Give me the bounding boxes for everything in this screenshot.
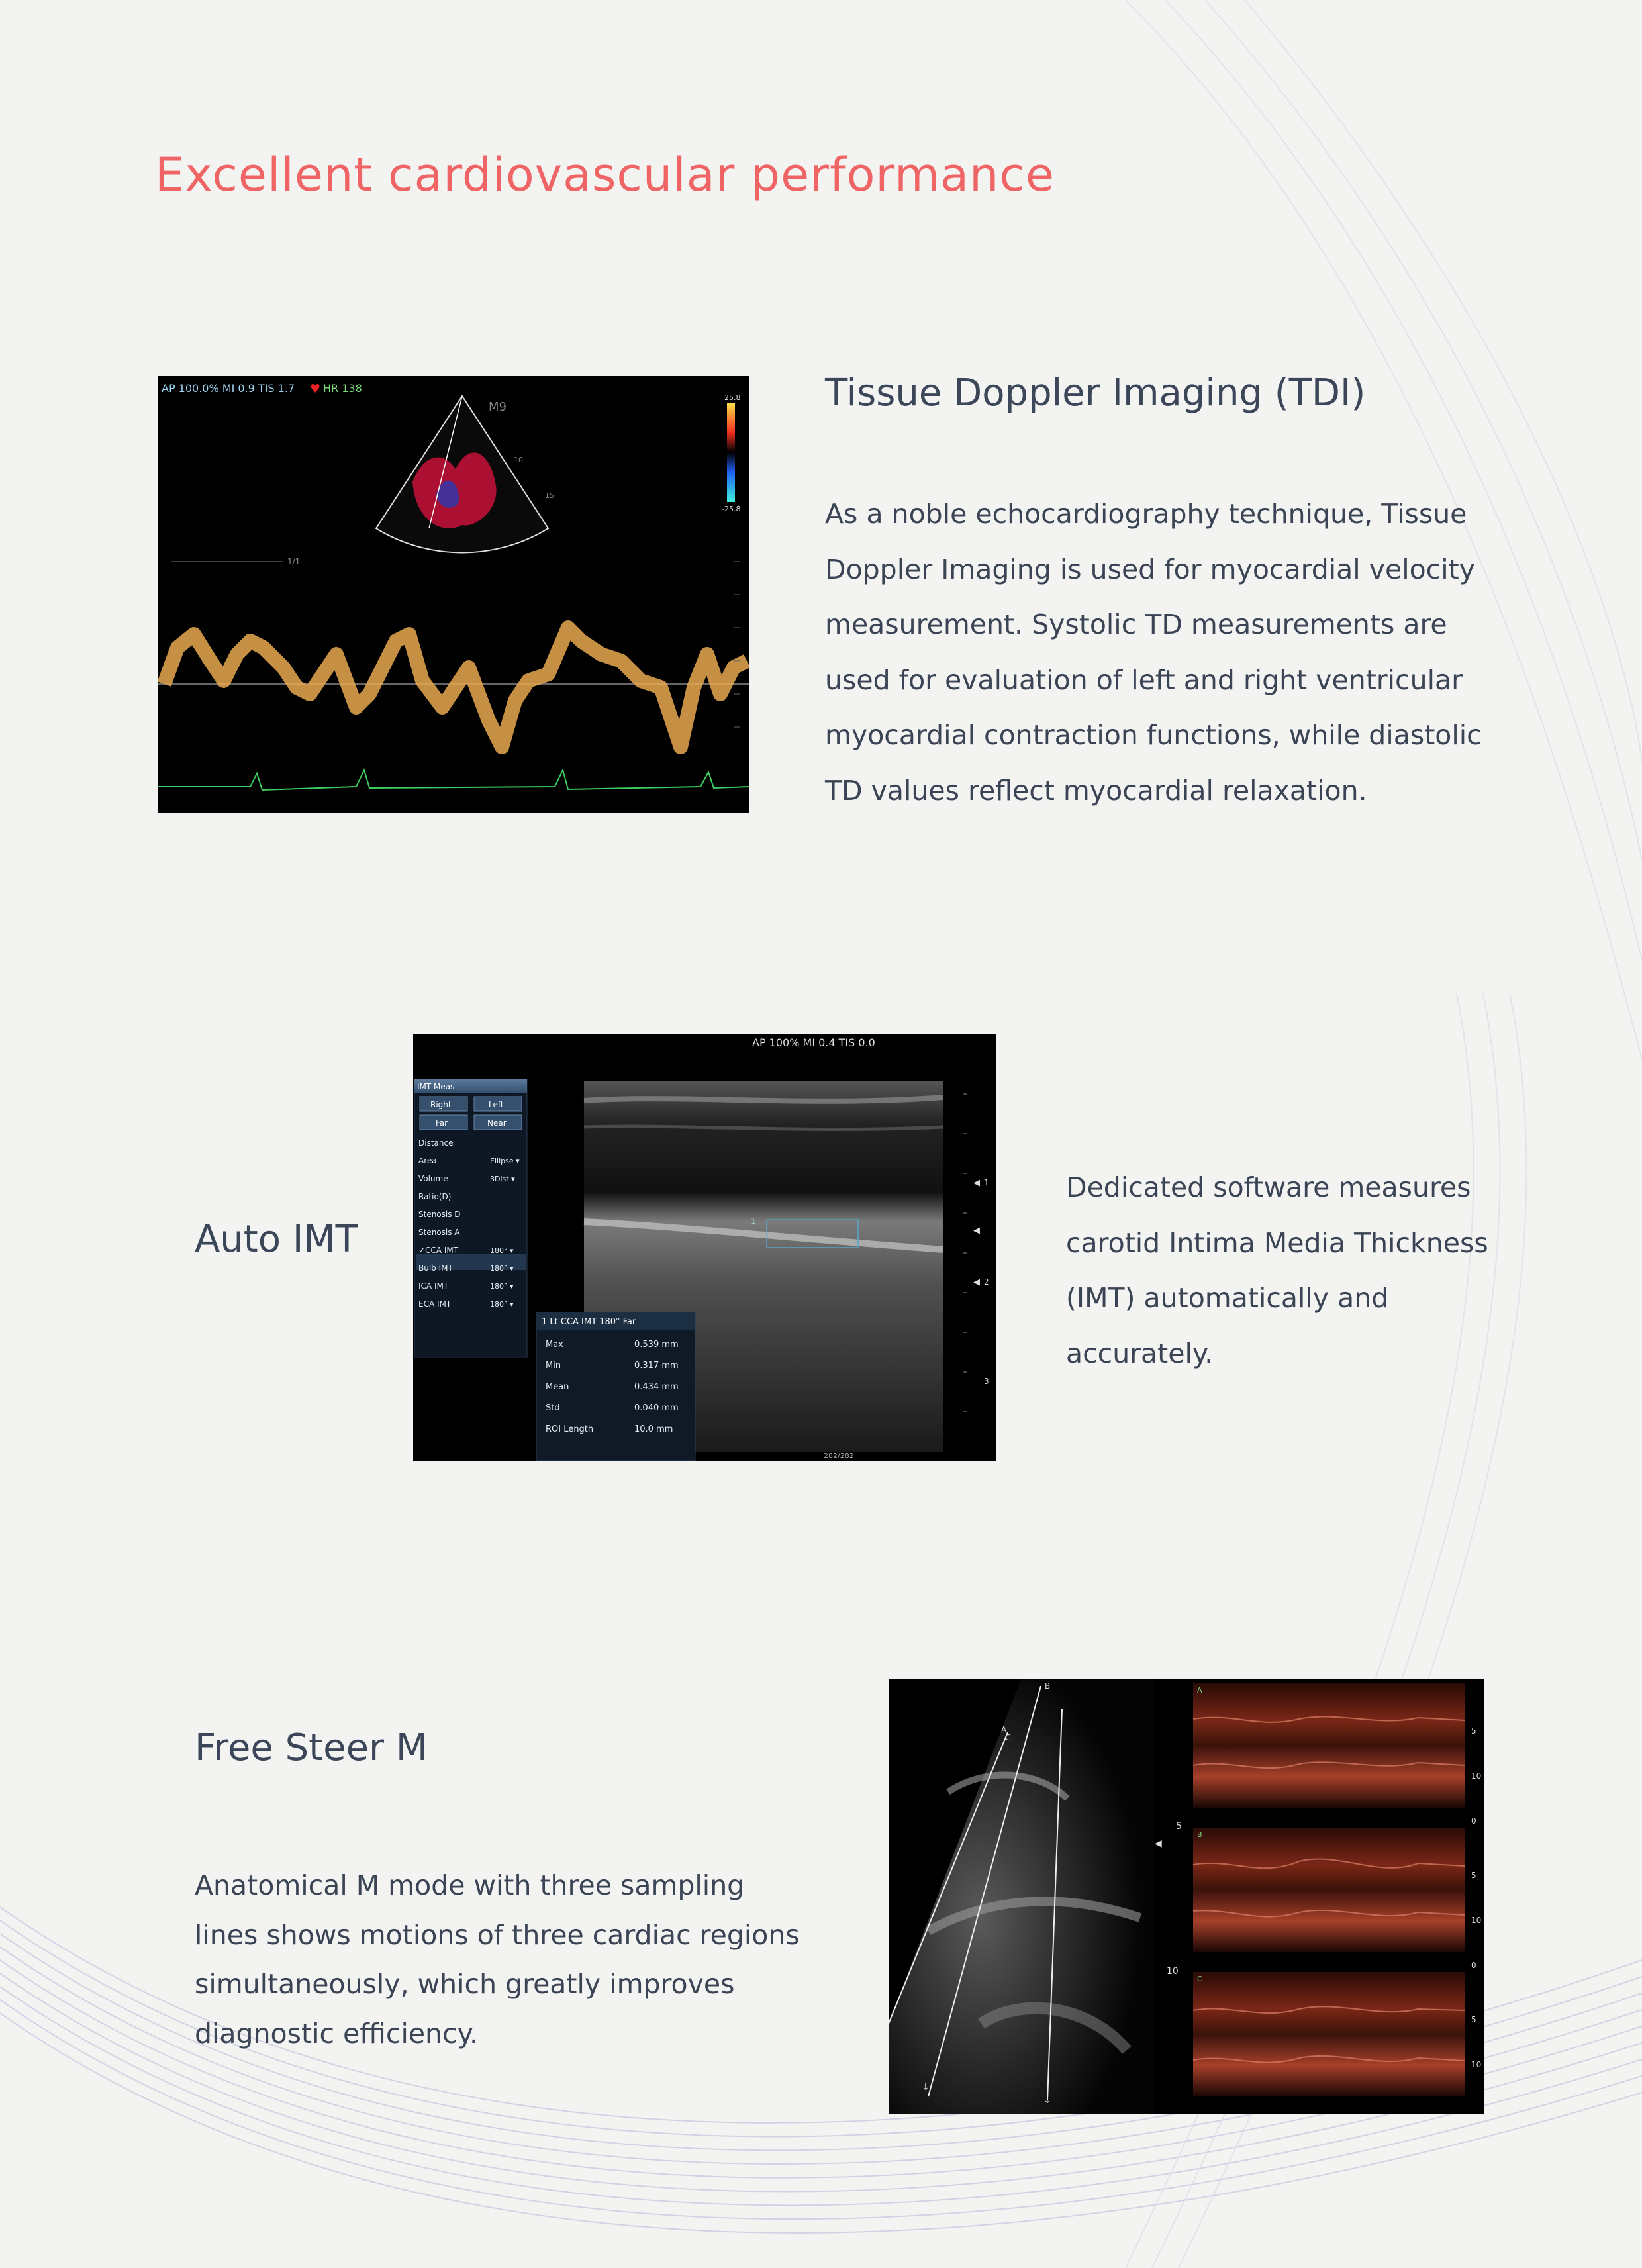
freesteer-mtrace-1 <box>1193 1683 1465 1808</box>
svg-text:A: A <box>1197 1686 1202 1695</box>
svg-text:↓: ↓ <box>1043 2095 1051 2106</box>
freesteer-tick-label: 10 <box>1471 1771 1482 1781</box>
svg-text:15: 15 <box>545 491 554 500</box>
svg-text:◀: ◀ <box>1155 1838 1162 1849</box>
svg-text:1/1: 1/1 <box>287 557 301 566</box>
heart-icon: ♥ <box>310 382 321 396</box>
imt-result-value: 0.539 mm <box>634 1340 679 1350</box>
freesteer-tick-label: 5 <box>1471 2015 1476 2024</box>
svg-text:↓: ↓ <box>922 2082 930 2093</box>
imt-result-label: Max <box>546 1340 563 1350</box>
imt-menu-item: ICA IMT <box>418 1281 449 1291</box>
svg-text:Left: Left <box>489 1100 504 1109</box>
imt-frame: 282/282 <box>824 1452 854 1460</box>
svg-text:B: B <box>1197 1830 1202 1839</box>
svg-text:Right: Right <box>430 1100 452 1109</box>
freesteer-screenshot <box>889 1679 1484 2114</box>
svg-text:5: 5 <box>1176 1821 1182 1832</box>
page-title: Excellent cardiovascular performance <box>155 148 1055 202</box>
imt-menu-item: Bulb IMT <box>418 1263 453 1273</box>
svg-text:1: 1 <box>751 1216 756 1226</box>
svg-text:◀: ◀ <box>973 1226 980 1236</box>
imt-menu-item-value: 3Dist ▾ <box>490 1175 515 1183</box>
imt-menu-item: Volume <box>418 1174 448 1183</box>
svg-text:Far: Far <box>436 1118 448 1128</box>
imt-menu-item: Distance <box>418 1138 454 1148</box>
imt-menu-item-value: 180° ▾ <box>490 1282 514 1291</box>
freesteer-tick-label: 10 <box>1471 1916 1482 1925</box>
tdi-screenshot <box>158 376 749 813</box>
imt-result-value: 10.0 mm <box>634 1424 673 1434</box>
imt-result-label: Std <box>546 1403 560 1413</box>
svg-text:C: C <box>1005 1733 1011 1742</box>
tdi-params: AP 100.0% MI 0.9 TIS 1.7 <box>162 382 295 395</box>
freesteer-tick-label: 5 <box>1471 1871 1476 1880</box>
imt-result-label: Mean <box>546 1382 569 1392</box>
tdi-hr: HR 138 <box>323 382 362 395</box>
imt-body: Dedicated software measures carotid Intima Media Thickness (IMT) automatically and accurately. <box>1066 1171 1488 1369</box>
imt-menu-item-value: Ellipse ▾ <box>490 1157 520 1165</box>
tdi-title: Tissue Doppler Imaging (TDI) <box>825 371 1366 415</box>
svg-text:Near: Near <box>487 1118 507 1128</box>
svg-text:-25.8: -25.8 <box>722 505 741 513</box>
svg-text:25.8: 25.8 <box>724 393 741 402</box>
svg-text:10: 10 <box>514 456 523 464</box>
imt-menu-item-value: 180° ▾ <box>490 1300 514 1308</box>
freesteer-tick-label: 0 <box>1471 1816 1476 1826</box>
svg-text:◀: ◀ <box>973 1277 980 1287</box>
freesteer-tick-label: 0 <box>1471 1961 1476 1970</box>
imt-result-label: ROI Length <box>546 1424 594 1434</box>
imt-params: AP 100% MI 0.4 TIS 0.0 <box>752 1036 875 1049</box>
freesteer-title: Free Steer M <box>195 1726 428 1769</box>
imt-result-value: 0.434 mm <box>634 1382 679 1392</box>
imt-menu-item: ECA IMT <box>418 1299 452 1308</box>
imt-menu-item: Stenosis A <box>418 1228 460 1237</box>
svg-text:3: 3 <box>984 1377 989 1386</box>
freesteer-mtrace-3 <box>1193 1972 1465 2096</box>
freesteer-tick-label: 10 <box>1471 2060 1482 2069</box>
imt-menu-item: Ratio(D) <box>418 1192 452 1201</box>
freesteer-tick-label: 5 <box>1471 1726 1476 1736</box>
imt-menu-item-value: 180° ▾ <box>490 1264 514 1273</box>
imt-menu-item: Stenosis D <box>418 1210 461 1219</box>
imt-menu-item: Area <box>418 1156 437 1165</box>
imt-result-value: 0.317 mm <box>634 1361 679 1371</box>
tdi-probe: M9 <box>489 400 507 414</box>
imt-menu-item: ✓CCA IMT <box>418 1246 459 1255</box>
imt-result-label: Min <box>546 1361 561 1371</box>
svg-text:10: 10 <box>1167 1966 1179 1977</box>
svg-text:A: A <box>1001 1725 1007 1734</box>
svg-text:◀: ◀ <box>973 1178 980 1188</box>
imt-menu-item-value: 180° ▾ <box>490 1246 514 1255</box>
imt-screenshot <box>413 1034 996 1461</box>
tdi-body: As a noble echocardiography technique, Tissue Doppler Imaging is used for myocardial velocity measurement. Systolic TD measurements are used for evaluation of left and right ventricular myocardial contraction functions, while diastolic TD values reflect myocardial relaxation. <box>825 498 1482 807</box>
svg-text:B: B <box>1045 1681 1051 1691</box>
imt-title: Auto IMT <box>195 1218 358 1261</box>
svg-text:1: 1 <box>984 1178 989 1187</box>
tdi-color-scale <box>727 403 735 502</box>
freesteer-body: Anatomical M mode with three sampling lines shows motions of three cardiac regions simultaneously, which greatly improves diagnostic efficiency. <box>195 1869 800 2049</box>
imt-result-header: 1 Lt CCA IMT 180° Far <box>542 1317 636 1327</box>
imt-result-value: 0.040 mm <box>634 1403 679 1413</box>
imt-menu-title: IMT Meas <box>417 1082 455 1091</box>
svg-text:C: C <box>1197 1975 1202 1983</box>
svg-text:2: 2 <box>984 1277 989 1287</box>
freesteer-mtrace-2 <box>1193 1828 1465 1952</box>
